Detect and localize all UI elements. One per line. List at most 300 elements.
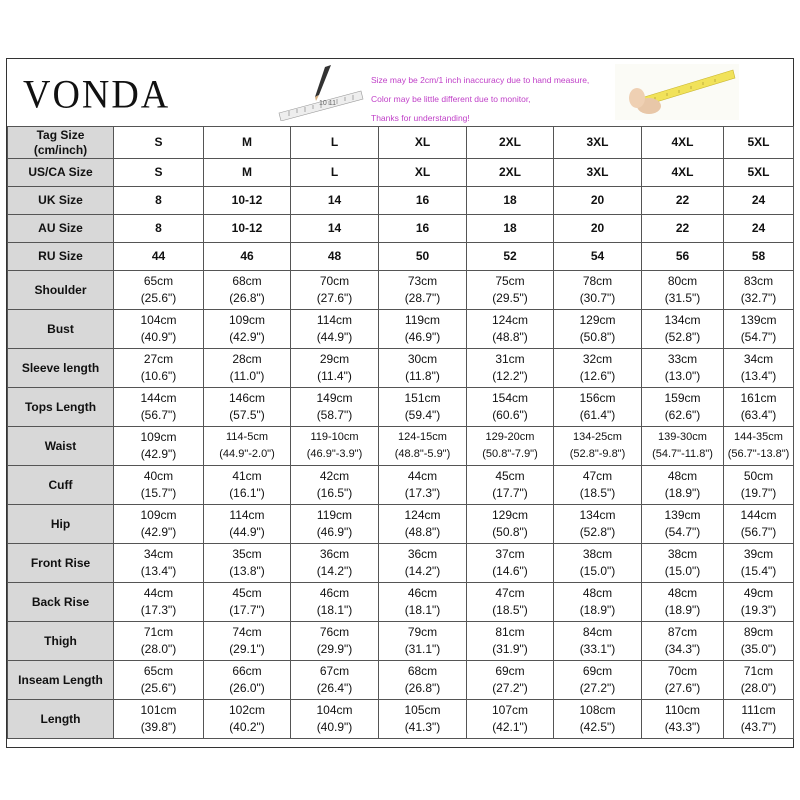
inch-value: (14.2") (316, 564, 353, 578)
cm-value: 31cm (495, 352, 525, 366)
measurement-row (8, 388, 794, 427)
inch-value: (28.0") (140, 642, 177, 656)
cm-value: 114-5cm (226, 431, 268, 443)
inch-value: (18.5") (579, 486, 616, 500)
inch-value: (27.2") (579, 681, 616, 695)
row-label: Thigh (8, 622, 114, 661)
cm-value: 119cm (316, 508, 353, 522)
inch-value: (57.5") (229, 408, 265, 422)
measurement-cell (724, 622, 794, 661)
measurement-cell (291, 700, 379, 739)
cm-value: 144cm (140, 391, 177, 405)
inch-value: (14.6") (492, 564, 528, 578)
size-cell: 3XL (554, 159, 642, 187)
cm-value: 139cm (664, 508, 701, 522)
size-cell: 16 (379, 215, 467, 243)
inch-value: (48.8") (404, 525, 441, 539)
cm-value: 71cm (143, 625, 174, 639)
cm-value: 107cm (491, 703, 529, 717)
measurement-cell (724, 310, 794, 349)
cm-value: 101cm (140, 703, 177, 717)
measurement-cell (379, 466, 467, 505)
inch-value: (44.9"-2.0") (219, 448, 275, 460)
measurement-cell (554, 427, 642, 466)
row-label: Sleeve length (8, 349, 114, 388)
inch-value: (12.6") (579, 369, 616, 383)
cm-value: 102cm (228, 703, 266, 717)
cm-value: 124cm (404, 508, 441, 522)
measurement-cell (554, 661, 642, 700)
inch-value: (18.9") (664, 603, 701, 617)
measurement-cell (204, 544, 291, 583)
measurement-cell (554, 388, 642, 427)
inch-value: (15.0") (579, 564, 616, 578)
size-row (8, 159, 794, 187)
inch-value: (50.8") (492, 525, 528, 539)
row-label: Inseam Length (8, 661, 114, 700)
measurement-row (8, 271, 794, 310)
inch-value: (52.8") (664, 330, 701, 344)
inch-value: (42.1") (492, 720, 528, 734)
cm-value: 42cm (319, 469, 350, 483)
measurement-cell (724, 466, 794, 505)
size-cell: 20 (554, 187, 642, 215)
measurement-cell (379, 388, 467, 427)
measurement-cell (204, 505, 291, 544)
size-row (8, 243, 794, 271)
inch-value: (18.5") (492, 603, 528, 617)
measuring-tape-icon (615, 64, 739, 120)
cm-value: 76cm (319, 625, 350, 639)
cm-value: 104cm (140, 313, 177, 327)
row-label: Tag Size (cm/inch) (8, 127, 114, 159)
cm-value: 149cm (316, 391, 353, 405)
cm-value: 36cm (407, 547, 438, 561)
cm-value: 67cm (319, 664, 350, 678)
cm-value: 38cm (667, 547, 698, 561)
cm-value: 129-20cm (485, 431, 535, 443)
measurement-row (8, 349, 794, 388)
size-cell: S (114, 127, 204, 159)
size-cell: 52 (467, 243, 554, 271)
measurement-row (8, 622, 794, 661)
size-cell: M (204, 159, 291, 187)
inch-value: (17.7") (229, 603, 265, 617)
inch-value: (18.1") (404, 603, 441, 617)
measurement-cell (291, 622, 379, 661)
size-cell: 48 (291, 243, 379, 271)
measurement-row (8, 700, 794, 739)
measurement-cell (467, 349, 554, 388)
cm-value: 110cm (664, 703, 701, 717)
measurement-cell (642, 700, 724, 739)
row-label: US/CA Size (8, 159, 114, 187)
chart-header (7, 59, 793, 125)
cm-value: 111cm (741, 703, 776, 717)
inch-value: (56.7") (140, 408, 177, 422)
size-cell: 10-12 (204, 215, 291, 243)
measurement-cell (554, 583, 642, 622)
inch-value: (54.7"-11.8") (652, 448, 713, 460)
cm-value: 35cm (232, 547, 262, 561)
inch-value: (34.3") (664, 642, 701, 656)
inch-value: (13.8") (229, 564, 265, 578)
size-cell: 4XL (642, 127, 724, 159)
measurement-cell (554, 310, 642, 349)
measurement-cell (467, 583, 554, 622)
inch-value: (52.8") (579, 525, 616, 539)
cm-value: 84cm (582, 625, 613, 639)
measurement-cell (114, 349, 204, 388)
inch-value: (17.3") (140, 603, 177, 617)
row-label: Cuff (8, 466, 114, 505)
inch-value: (13.4") (140, 564, 177, 578)
row-label: Bust (8, 310, 114, 349)
measurement-cell (724, 349, 794, 388)
inch-value: (42.9") (229, 330, 265, 344)
measurement-cell (291, 271, 379, 310)
measurement-cell (114, 388, 204, 427)
measurement-cell (204, 388, 291, 427)
size-row (8, 187, 794, 215)
cm-value: 139cm (740, 313, 777, 327)
row-label: Back Rise (8, 583, 114, 622)
cm-value: 68cm (407, 664, 438, 678)
size-cell: 14 (291, 215, 379, 243)
measurement-cell (114, 466, 204, 505)
cm-value: 105cm (404, 703, 441, 717)
size-cell: 54 (554, 243, 642, 271)
measurement-cell (554, 622, 642, 661)
measurement-cell (204, 583, 291, 622)
cm-value: 114cm (316, 313, 353, 327)
measurement-cell (642, 271, 724, 310)
inch-value: (25.6") (140, 291, 177, 305)
cm-value: 34cm (143, 547, 174, 561)
inch-value: (31.9") (492, 642, 528, 656)
inch-value: (26.0") (229, 681, 265, 695)
measurement-cell (114, 310, 204, 349)
measurement-cell (467, 622, 554, 661)
cm-value: 154cm (491, 391, 529, 405)
cm-value: 36cm (319, 547, 350, 561)
measurement-cell (642, 427, 724, 466)
cm-value: 134-25cm (573, 431, 622, 443)
inch-value: (18.9") (664, 486, 701, 500)
measurement-cell (724, 700, 794, 739)
cm-value: 151cm (404, 391, 441, 405)
row-label: Tops Length (8, 388, 114, 427)
measurement-cell (204, 349, 291, 388)
size-cell: 2XL (467, 127, 554, 159)
cm-value: 47cm (582, 469, 613, 483)
cm-value: 124-15cm (398, 431, 447, 443)
notice-line: Size may be 2cm/1 inch inaccuracy due to hand measure, (371, 75, 590, 85)
size-cell: 24 (724, 215, 794, 243)
measurement-cell (642, 622, 724, 661)
cm-value: 48cm (667, 586, 698, 600)
size-cell: 3XL (554, 127, 642, 159)
cm-value: 41cm (232, 469, 262, 483)
inch-value: (56.7") (740, 525, 777, 539)
measurement-cell (724, 505, 794, 544)
size-cell: 18 (467, 187, 554, 215)
inch-value: (19.3") (740, 603, 777, 617)
inch-value: (40.2") (229, 720, 265, 734)
size-cell: 16 (379, 187, 467, 215)
measurement-cell (554, 349, 642, 388)
measurement-row (8, 544, 794, 583)
row-label: Hip (8, 505, 114, 544)
size-cell: 5XL (724, 159, 794, 187)
cm-value: 37cm (495, 547, 525, 561)
cm-value: 45cm (495, 469, 525, 483)
cm-value: 38cm (582, 547, 613, 561)
measurement-notice (371, 71, 589, 128)
inch-value: (26.4") (316, 681, 353, 695)
brand-logo: VONDA (23, 72, 171, 118)
inch-value: (16.5") (316, 486, 353, 500)
cm-value: 124cm (491, 313, 529, 327)
cm-value: 27cm (143, 352, 174, 366)
inch-value: (43.3") (664, 720, 701, 734)
size-cell: 8 (114, 215, 204, 243)
inch-value: (29.9") (316, 642, 353, 656)
inch-value: (42.9") (140, 447, 177, 461)
measurement-row (8, 661, 794, 700)
size-cell: 22 (642, 215, 724, 243)
measurement-cell (291, 583, 379, 622)
inch-value: (46.9") (404, 330, 441, 344)
row-label: Length (8, 700, 114, 739)
inch-value: (54.7") (664, 525, 701, 539)
size-row (8, 215, 794, 243)
inch-value: (13.0") (664, 369, 701, 383)
cm-value: 65cm (143, 664, 174, 678)
cm-value: 144cm (740, 508, 777, 522)
measurement-cell (467, 427, 554, 466)
inch-value: (40.9") (140, 330, 177, 344)
size-cell: 58 (724, 243, 794, 271)
measurement-cell (291, 388, 379, 427)
size-cell: 14 (291, 187, 379, 215)
inch-value: (31.5") (664, 291, 701, 305)
measurement-cell (467, 466, 554, 505)
size-cell: 56 (642, 243, 724, 271)
cm-value: 83cm (743, 274, 774, 288)
inch-value: (30.7") (579, 291, 616, 305)
cm-value: 34cm (743, 352, 774, 366)
inch-value: (54.7") (740, 330, 777, 344)
inch-value: (46.9"-3.9") (306, 448, 363, 460)
row-label: RU Size (8, 243, 114, 271)
inch-value: (29.5") (492, 291, 528, 305)
measurement-cell (642, 661, 724, 700)
inch-value: (26.8") (229, 291, 265, 305)
inch-value: (11.4") (317, 369, 352, 383)
cm-value: 44cm (143, 586, 174, 600)
measurement-cell (379, 349, 467, 388)
inch-value: (28.0") (740, 681, 777, 695)
cm-value: 87cm (667, 625, 698, 639)
cm-value: 45cm (232, 586, 262, 600)
inch-value: (31.1") (404, 642, 441, 656)
measurement-cell (467, 310, 554, 349)
inch-value: (50.8") (579, 330, 616, 344)
measurement-cell (379, 583, 467, 622)
inch-value: (42.9") (140, 525, 177, 539)
measurement-cell (291, 427, 379, 466)
measurement-cell (554, 271, 642, 310)
inch-value: (42.5") (579, 720, 616, 734)
inch-value: (52.8"-9.8") (569, 448, 626, 460)
cm-value: 66cm (232, 664, 262, 678)
cm-value: 33cm (667, 352, 698, 366)
row-label: AU Size (8, 215, 114, 243)
size-cell: 4XL (642, 159, 724, 187)
size-row (8, 127, 794, 159)
measurement-cell (204, 700, 291, 739)
inch-value: (19.7") (740, 486, 777, 500)
inch-value: (17.7") (492, 486, 528, 500)
inch-value: (26.8") (404, 681, 441, 695)
cm-value: 109cm (140, 508, 177, 522)
size-cell: 24 (724, 187, 794, 215)
measurement-cell (114, 544, 204, 583)
measurement-cell (204, 427, 291, 466)
measurement-cell (724, 388, 794, 427)
measurement-cell (291, 349, 379, 388)
row-label: UK Size (8, 187, 114, 215)
cm-value: 32cm (582, 352, 613, 366)
cm-value: 156cm (579, 391, 616, 405)
cm-value: 73cm (407, 274, 438, 288)
row-label: Front Rise (8, 544, 114, 583)
measurement-row (8, 583, 794, 622)
measurement-cell (114, 427, 204, 466)
inch-value: (11.8") (405, 369, 440, 383)
cm-value: 47cm (495, 586, 525, 600)
inch-value: (10.6") (140, 369, 177, 383)
measurement-cell (467, 661, 554, 700)
measurement-cell (291, 544, 379, 583)
measurement-cell (467, 544, 554, 583)
measurement-cell (291, 310, 379, 349)
inch-value: (43.7") (740, 720, 777, 734)
cm-value: 159cm (664, 391, 701, 405)
measurement-cell (724, 583, 794, 622)
inch-value: (40.9") (316, 720, 353, 734)
measurement-cell (642, 388, 724, 427)
inch-value: (27.6") (664, 681, 701, 695)
cm-value: 129cm (491, 508, 529, 522)
cm-value: 79cm (407, 625, 438, 639)
inch-value: (39.8") (140, 720, 177, 734)
inch-value: (16.1") (229, 486, 265, 500)
size-cell: 50 (379, 243, 467, 271)
measurement-cell (379, 310, 467, 349)
inch-value: (48.8"-5.9") (394, 448, 451, 460)
measurement-cell (291, 505, 379, 544)
inch-value: (41.3") (404, 720, 441, 734)
inch-value: (27.6") (316, 291, 353, 305)
measurement-cell (642, 583, 724, 622)
cm-value: 134cm (664, 313, 701, 327)
svg-text:10 11: 10 11 (319, 100, 336, 107)
cm-value: 74cm (232, 625, 262, 639)
size-table (7, 126, 794, 739)
measurement-cell (114, 661, 204, 700)
measurement-cell (642, 310, 724, 349)
cm-value: 49cm (743, 586, 774, 600)
inch-value: (25.6") (140, 681, 177, 695)
measurement-cell (467, 505, 554, 544)
measurement-cell (554, 700, 642, 739)
inch-value: (61.4") (579, 408, 616, 422)
measurement-cell (467, 271, 554, 310)
measurement-cell (642, 505, 724, 544)
inch-value: (13.4") (740, 369, 777, 383)
measurement-cell (554, 505, 642, 544)
inch-value: (18.1") (316, 603, 353, 617)
measurement-cell (204, 661, 291, 700)
cm-value: 69cm (582, 664, 613, 678)
cm-value: 119cm (404, 313, 441, 327)
cm-value: 30cm (407, 352, 438, 366)
size-cell: L (291, 127, 379, 159)
cm-value: 89cm (743, 625, 774, 639)
size-cell: 44 (114, 243, 204, 271)
inch-value: (11.0") (229, 369, 265, 383)
measurement-cell (204, 271, 291, 310)
cm-value: 78cm (582, 274, 613, 288)
inch-value: (44.9") (229, 525, 265, 539)
cm-value: 44cm (407, 469, 438, 483)
cm-value: 146cm (228, 391, 266, 405)
cm-value: 108cm (579, 703, 616, 717)
cm-value: 50cm (743, 469, 774, 483)
inch-value: (60.6") (492, 408, 528, 422)
inch-value: (29.1") (229, 642, 265, 656)
inch-value: (58.7") (316, 408, 353, 422)
cm-value: 46cm (319, 586, 350, 600)
inch-value: (62.6") (664, 408, 701, 422)
cm-value: 39cm (743, 547, 774, 561)
cm-value: 28cm (232, 352, 262, 366)
measurement-cell (291, 466, 379, 505)
size-cell: L (291, 159, 379, 187)
cm-value: 114cm (229, 508, 265, 522)
pencil-ruler-icon (275, 61, 365, 121)
cm-value: 68cm (232, 274, 262, 288)
measurement-cell (379, 505, 467, 544)
size-cell: 20 (554, 215, 642, 243)
measurement-cell (114, 505, 204, 544)
measurement-cell (291, 661, 379, 700)
measurement-cell (379, 271, 467, 310)
size-cell: 8 (114, 187, 204, 215)
cm-value: 48cm (582, 586, 613, 600)
measurement-cell (204, 310, 291, 349)
size-cell: 18 (467, 215, 554, 243)
inch-value: (15.7") (140, 486, 177, 500)
cm-value: 48cm (667, 469, 698, 483)
measurement-row (8, 505, 794, 544)
cm-value: 71cm (743, 664, 774, 678)
cm-value: 134cm (579, 508, 616, 522)
size-cell: 5XL (724, 127, 794, 159)
cm-value: 81cm (495, 625, 525, 639)
